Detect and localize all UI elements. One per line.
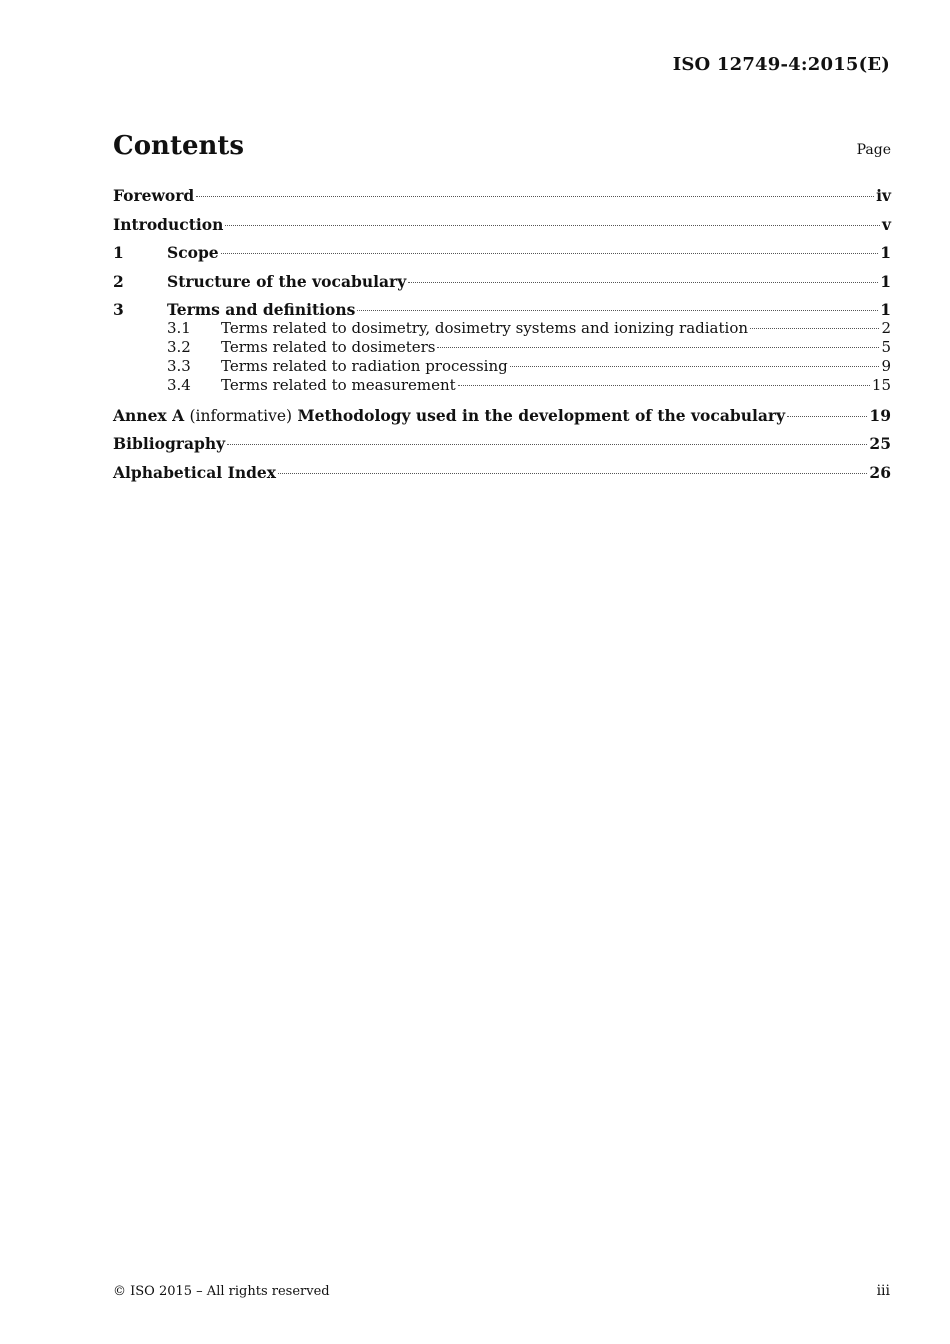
toc-entry-title: Terms related to measurement <box>221 376 456 395</box>
dot-leader <box>437 347 879 348</box>
toc-entry-annex-a[interactable] <box>113 404 891 433</box>
toc-entry-title: Foreword <box>113 186 195 205</box>
toc-entry-structure[interactable] <box>113 270 891 299</box>
toc-entry-title: Scope <box>167 243 219 262</box>
dot-leader <box>278 473 867 474</box>
toc-entry-page: 19 <box>869 405 891 425</box>
toc-entry-alphabetical-index[interactable] <box>113 461 891 490</box>
toc-entry-page: 25 <box>869 434 891 454</box>
toc-entry-number: 3.3 <box>167 357 191 376</box>
toc-subentry-3-2[interactable] <box>113 338 891 357</box>
contents-header <box>113 131 891 161</box>
annex-qualifier: (informative) <box>189 406 293 425</box>
toc-entry-page: 9 <box>881 357 891 376</box>
toc-entry-title: Terms related to radiation processing <box>221 357 508 376</box>
dot-leader <box>787 416 867 417</box>
toc-entry-number: 3.2 <box>167 337 191 356</box>
toc-entry-page: 1 <box>880 271 891 291</box>
toc-entry-title: Methodology used in the development of the vocabulary <box>297 405 786 425</box>
dot-leader <box>196 196 874 197</box>
dot-leader <box>357 310 878 311</box>
contents-title: Contents <box>113 131 245 161</box>
toc-subentry-3-3[interactable] <box>113 357 891 376</box>
dot-leader <box>458 385 870 386</box>
toc-entry-title: Structure of the vocabulary <box>167 271 407 291</box>
toc-entry-title: Terms related to dosimeters <box>221 337 436 356</box>
page-number: iii <box>876 1283 890 1299</box>
toc-subentry-3-4[interactable] <box>113 376 891 395</box>
copyright-notice: © ISO 2015 – All rights reserved <box>113 1284 330 1299</box>
toc-entry-page: 5 <box>881 337 891 356</box>
dot-leader <box>227 444 867 445</box>
toc-entry-page: iv <box>876 186 891 205</box>
document-id: ISO 12749-4:2015(E) <box>672 54 890 75</box>
toc-entry-number: 3 <box>113 300 124 319</box>
dot-leader <box>225 225 880 226</box>
dot-leader <box>221 253 879 254</box>
toc-subentry-3-1[interactable] <box>113 319 891 338</box>
toc-entry-title: Terms and definitions <box>167 300 356 319</box>
toc-entry-title: Alphabetical Index <box>113 462 277 482</box>
toc-entry-title: Bibliography <box>113 434 226 454</box>
toc-entry-title: Terms related to dosimetry, dosimetry systems and ionizing radiation <box>221 318 749 337</box>
toc-entry-number: 2 <box>113 271 124 291</box>
toc-entry-page: 26 <box>869 462 891 482</box>
toc-entry-title: Introduction <box>113 214 224 234</box>
dot-leader <box>510 366 880 367</box>
toc-entry-bibliography[interactable] <box>113 432 891 461</box>
dot-leader <box>408 282 878 283</box>
toc-entry-page: v <box>881 214 891 234</box>
annex-label: Annex A <box>113 405 185 425</box>
toc-entry-scope[interactable] <box>113 241 891 270</box>
dot-leader <box>750 328 879 329</box>
toc-entry-page: 1 <box>880 300 891 319</box>
toc-entry-page: 15 <box>871 376 891 395</box>
table-of-contents <box>113 184 891 489</box>
toc-entry-page: 2 <box>881 318 891 337</box>
toc-entry-number: 1 <box>113 243 124 262</box>
toc-entry-foreword[interactable] <box>113 184 891 213</box>
page-column-label: Page <box>856 142 891 158</box>
toc-entry-number: 3.4 <box>167 376 191 395</box>
toc-entry-number: 3.1 <box>167 318 191 337</box>
toc-entry-page: 1 <box>880 243 891 262</box>
toc-entry-introduction[interactable] <box>113 213 891 242</box>
